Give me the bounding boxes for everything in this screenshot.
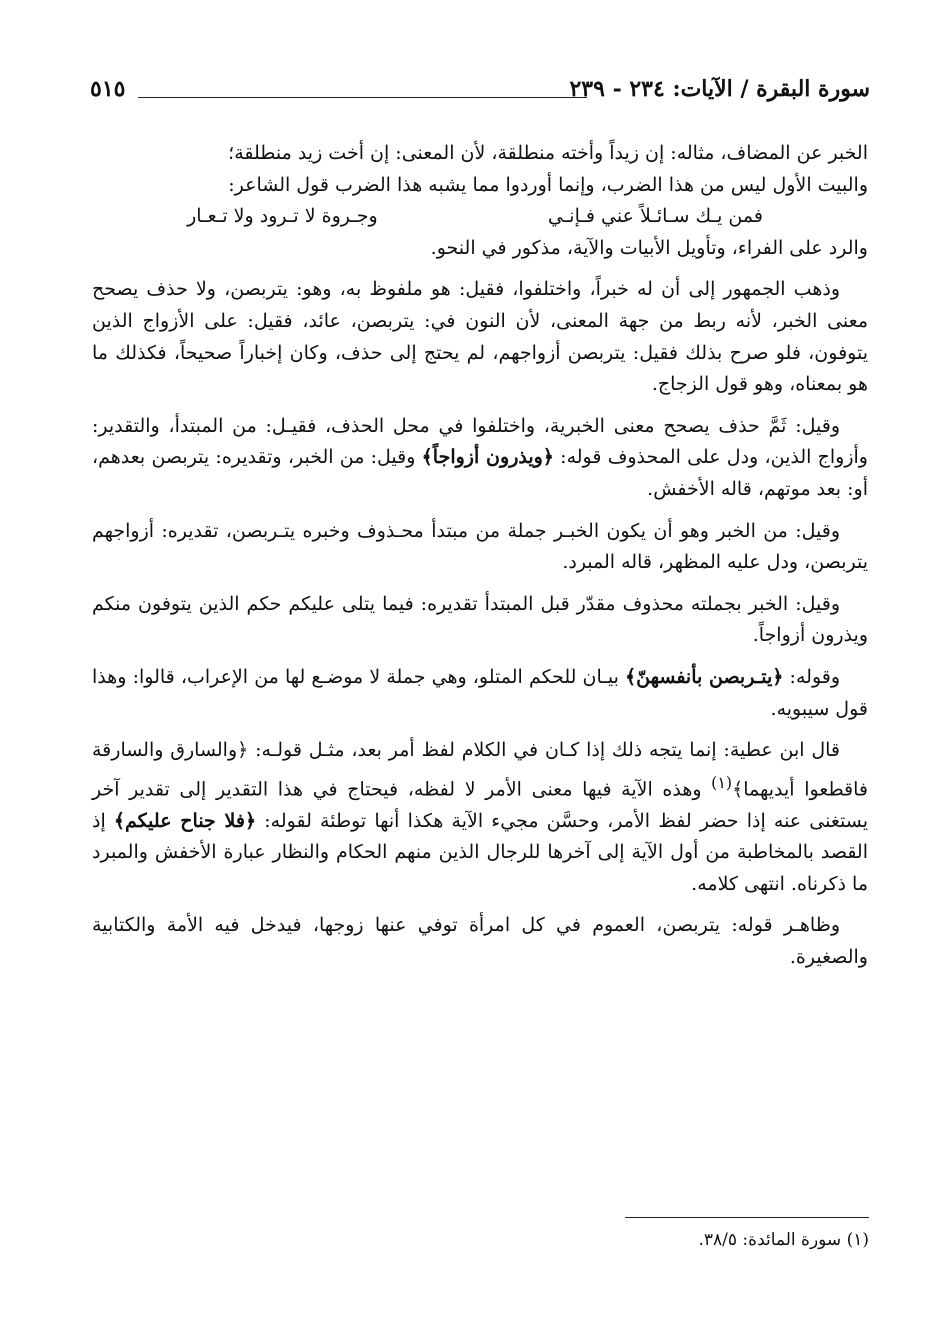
verse-first-hemistich: فمن يـك سـائـلاً عني فـإنـي	[547, 205, 763, 228]
paragraph-3-text-b: وقيل: من الخبر، وتقديره: يتربصن بعدهم، أو: بعد موتهم، قاله الأخفش.	[92, 446, 868, 500]
paragraph-4: وقيل: من الخبر وهو أن يكون الخبـر جملة من مبتدأ محـذوف وخبره يتـربصن، تقديره: أزواجهم يتربصن، ودل عليه المظهر، قاله المبرد.	[92, 519, 868, 574]
verse-second-hemistich: وجـروة لا تـرود ولا تـعـار	[187, 205, 378, 228]
paragraph-3	[92, 411, 868, 506]
header-title: سورة البقرة / الآيات: ٢٣٤ - ٢٣٩	[569, 76, 870, 102]
poem-verse	[92, 201, 868, 233]
quran-quote: ﴿فلا جناح عليكم﴾	[113, 809, 257, 832]
paragraph-6-text-a: وقوله:	[783, 665, 841, 688]
footnote: (١) سورة المائدة: ٣٨/٥.	[698, 1230, 869, 1250]
paragraph-7-text-c: إذ القصد بالمخاطبة من أول الآية إلى آخرها للرجال الذين منهم الحكام والنظار عبارة الأخفش والمبرد ما ذكرناه. انتهى كلامه.	[92, 809, 868, 895]
paragraph-1-line-3: والرد على الفراء، وتأويل الأبيات والآية، مذكور في النحو.	[430, 236, 868, 259]
quran-quote: ﴿يتـربصن بأنفسهنّ﴾	[625, 665, 784, 688]
header-rule	[138, 97, 587, 98]
running-header	[90, 76, 870, 116]
paragraph-5: وقيل: الخبر بجملته محذوف مقدّر قبل المبتدأ تقديره: فيما يتلى عليكم حكم الذين يتوفون منكم ويذرون أزواجاً.	[92, 592, 868, 647]
page-number: ٥١٥	[90, 76, 126, 102]
paragraph-3-text-a: وقيل: ثَمَّ حذف يصحح معنى الخبرية، واختلفوا في محل الحذف، فقيـل: من المبتدأ، والتقدير: وأزواج الذين، ودل على المحذوف قوله:	[92, 414, 868, 469]
paragraph-7-text-a: قال ابن عطية: إنما يتجه ذلك إذا كـان في الكلام لفظ أمر بعد، مثـل قولـه:	[248, 739, 840, 762]
paragraph-8: وظاهـر قوله: يتربصن، العموم في كل امرأة توفي عنها زوجها، فيدخل فيه الأمة والكتابية والصغيرة.	[92, 914, 868, 968]
main-text	[92, 138, 868, 974]
paragraph-7-text-b: وهذه الآية فيها معنى الأمر لا لفظه، فيحتاج في هذا التقدير إلى تقدير آخر يستغنى عنه إذا حضر لفظ الأمر، وحسَّن مجيء الآية هكذا أنها توطئة لقوله:	[92, 778, 869, 832]
paragraph-6-text-b: بيـان للحكم المتلو، وهي جملة لا موضـع لها من الإعراب، قالوا: وهذا قول سيبويه.	[92, 665, 868, 720]
paragraph-6	[92, 662, 868, 725]
paragraph-7	[92, 735, 868, 900]
footnote-rule	[625, 1217, 869, 1218]
paragraph-2: وذهب الجمهور إلى أن له خبراً، واختلفوا، فقيل: هو ملفوظ به، وهو: يتربصن، ولا حذف يصحح معنى الخبر، لأنه ربط من جهة المعنى، لأن النون في: يتربصن، عائد، فقيل: على الأزواج الذين يتوفون، فلو صرح بذلك فقيل: يتربصن أزواجهم، لم يحتج إلى حذف، وكان إخباراً صحيحاً، فكذلك ما هو بمعناه، وهو قول الزجاج.	[92, 278, 868, 396]
quran-quote: ﴿والسارق والسارقة فاقطعوا أيديهما﴾	[92, 739, 868, 801]
quran-quote: ﴿ويذرون أزواجاً﴾	[421, 446, 554, 469]
footnote-marker: (١)	[711, 772, 733, 792]
paragraph-1-line-2: والبيت الأول ليس من هذا الضرب، وإنما أوردوا مما يشبه هذا الضرب قول الشاعر:	[228, 173, 868, 196]
paragraph-1-line-1: الخبر عن المضاف، مثاله: إن زيداً وأخته منطلقة، لأن المعنى: إن أخت زيد منطلقة؛	[228, 142, 868, 164]
